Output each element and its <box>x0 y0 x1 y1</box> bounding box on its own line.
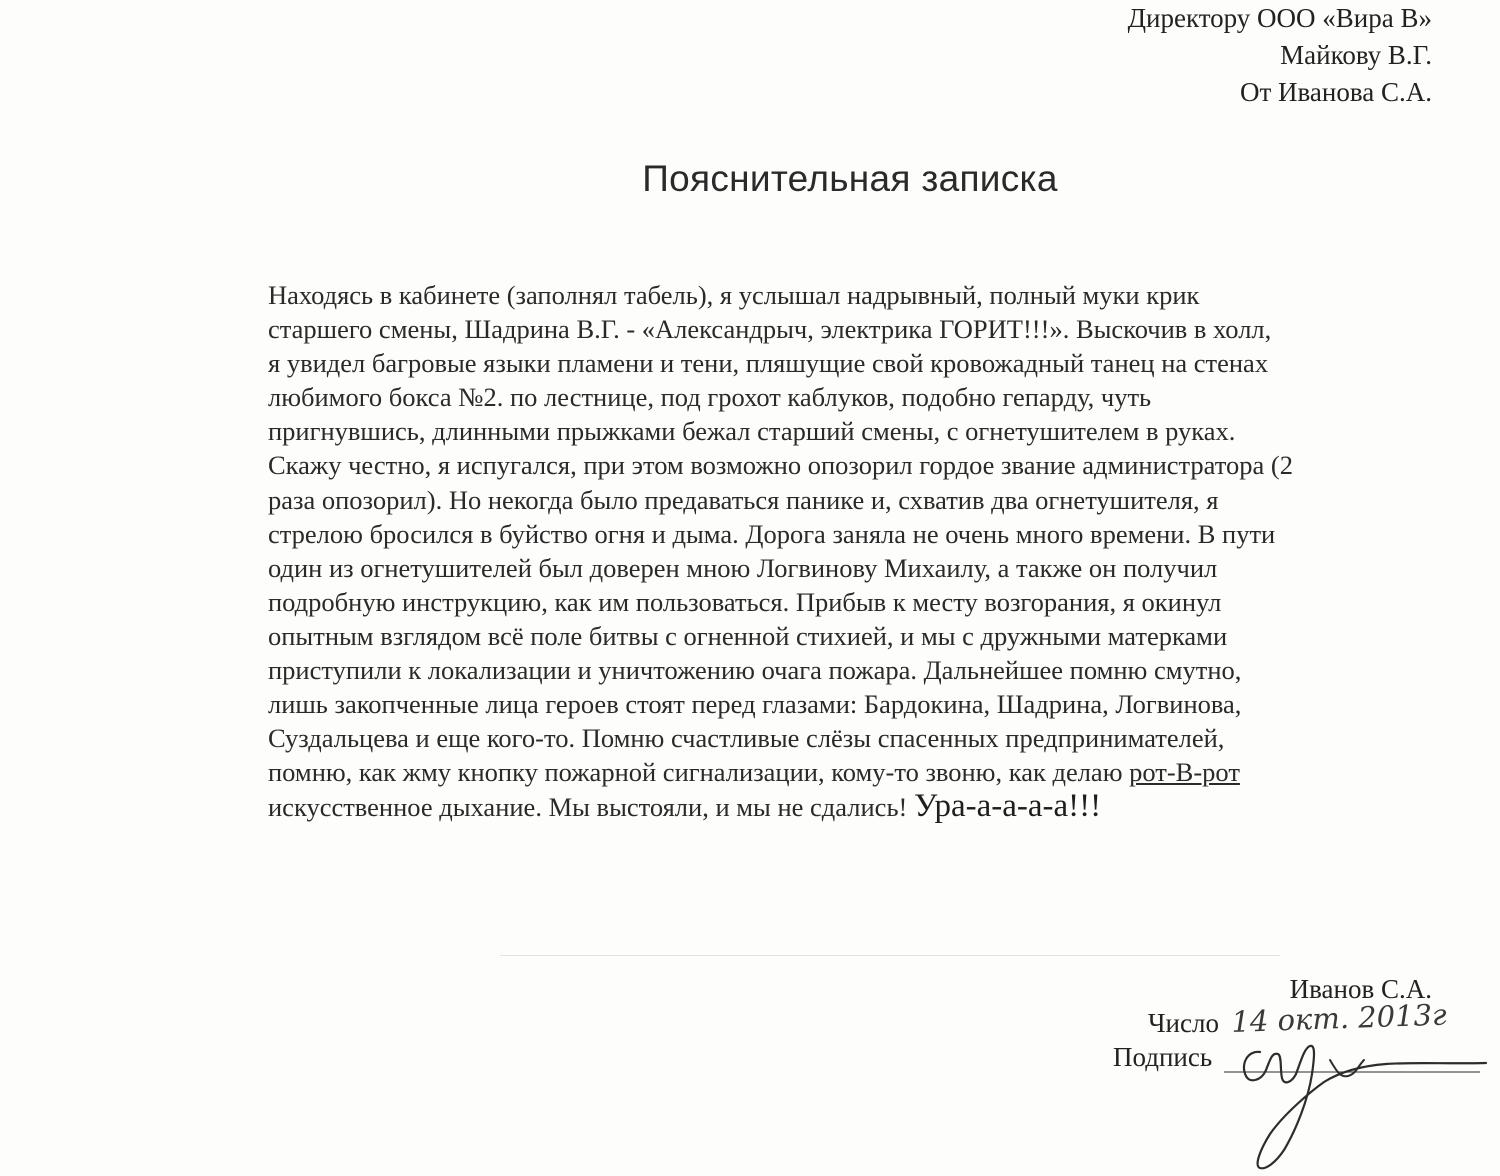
exclamation: Ура-а-а-а-а!!! <box>913 788 1102 825</box>
addressee-director: Директору ООО «Вира В» <box>1127 3 1432 33</box>
body-line-text: искусственное дыхание. Мы выстояли, и мы не сдались! <box>268 792 914 823</box>
addressee-name: Майкову В.Г. <box>1280 40 1432 70</box>
body-line <box>268 755 1438 789</box>
divider <box>500 955 1280 956</box>
body-line: стрелою бросился в буйство огня и дыма. Дорога заняла не очень много времени. В пути <box>268 518 1276 549</box>
addressee-block <box>1128 0 1432 111</box>
underlined-phrase: рот-В-рот <box>1129 757 1240 788</box>
body-line: любимого бокса №2. по лестнице, под грохот каблуков, подобно гепарду, чуть <box>268 382 1152 413</box>
signature-label: Подпись <box>1113 1042 1213 1072</box>
date-label: Число <box>1148 1008 1219 1038</box>
handwritten-date: 14 окт. 2013г <box>1230 997 1448 1039</box>
body-line: Суздальцева и еще кого-то. Помню счастливые слёзы спасенных предпринимателей, <box>268 723 1225 754</box>
body-line: пригнувшись, длинными прыжками бежал старший смены, с огнетушителем в руках. <box>268 416 1236 447</box>
body-line: лишь закопченные лица героев стоят перед глазами: Бардокина, Шадрина, Логвинова, <box>268 689 1242 720</box>
body-line: приступили к локализации и уничтожению очага пожара. Дальнейшее помню смутно, <box>268 655 1242 686</box>
document-body <box>268 278 1438 825</box>
body-line: опытным взглядом всё поле битвы с огненной стихией, и мы с дружными матерками <box>268 620 1228 651</box>
body-line: подробную инструкцию, как им пользоваться. Прибыв к месту возгорания, я окинул <box>268 586 1222 617</box>
body-line: раза опозорил). Но некогда было предаваться панике и, схватив два огнетушителя, я <box>268 484 1219 515</box>
body-line: я увидел багровые языки пламени и тени, пляшущие свой кровожадный танец на стенах <box>268 348 1269 379</box>
body-line: старшего смены, Шадрина В.Г. - «Александрыч, электрика ГОРИТ!!!». Выскочив в холл, <box>268 314 1272 345</box>
body-line: Находясь в кабинете (заполнял табель), я услышал надрывный, полный муки крик <box>268 280 1200 310</box>
sender-name: От Иванова С.А. <box>1239 77 1432 107</box>
body-line: один из огнетушителей был доверен мною Логвинову Михаилу, а также он получил <box>268 552 1218 583</box>
handwritten-signature <box>1200 1030 1500 1176</box>
body-line-text: помню, как жму кнопку пожарной сигнализации, кому-то звоню, как делаю <box>268 757 1130 788</box>
body-line: Скажу честно, я испугался, при этом возможно опозорил гордое звание администратора (2 <box>268 450 1293 481</box>
signatory-name: Иванов С.А. <box>1289 974 1432 1004</box>
document-title: Пояснительная записка <box>642 158 1058 199</box>
body-line-final <box>268 789 1438 824</box>
